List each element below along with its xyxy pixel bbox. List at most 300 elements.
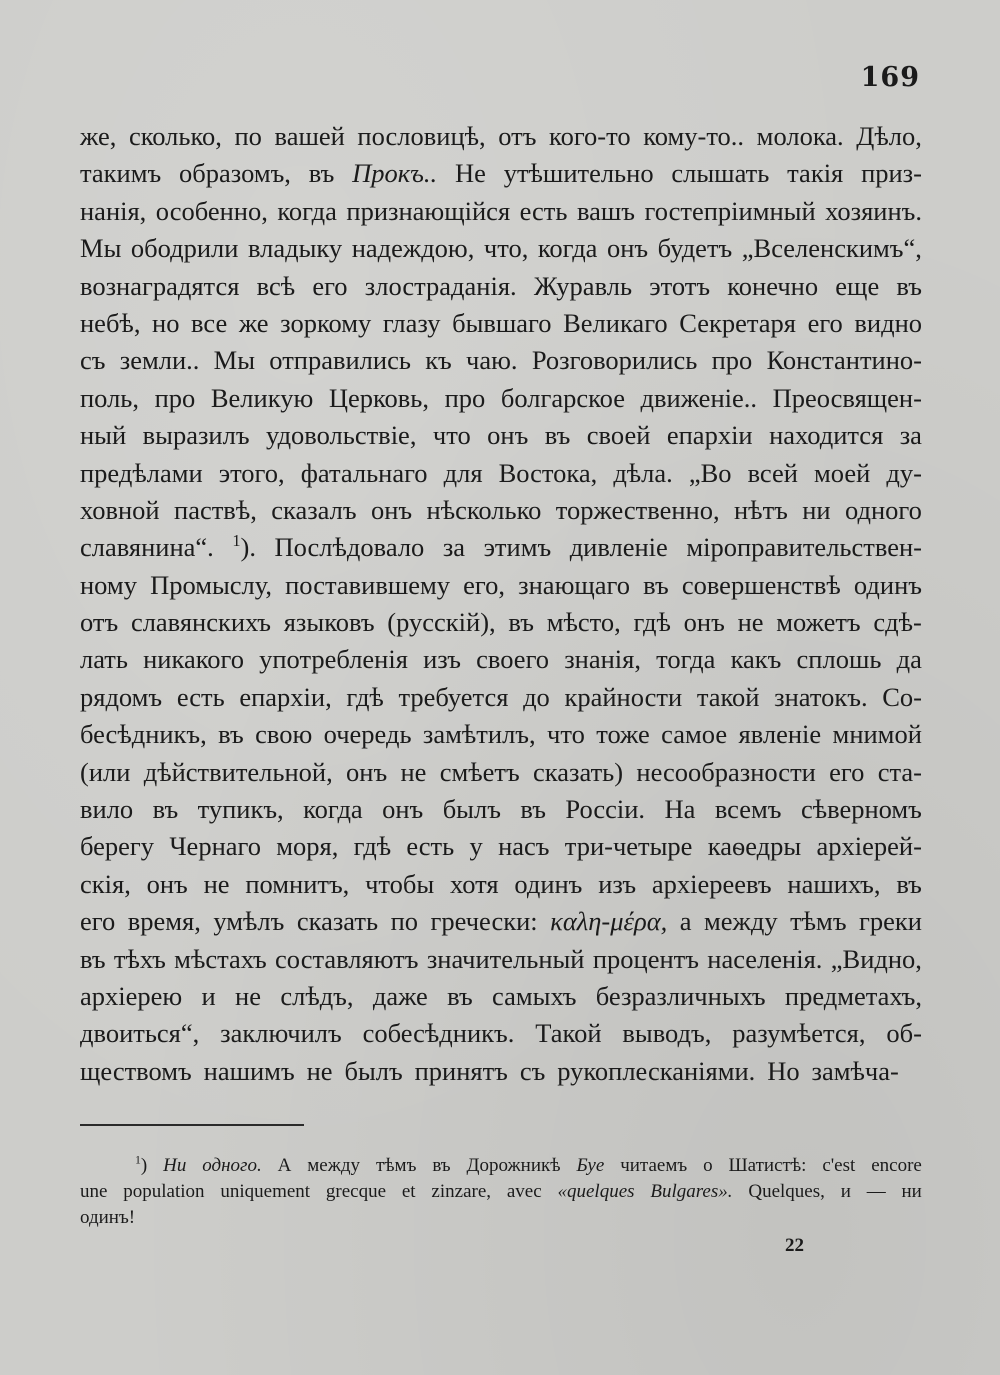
word: смѣетъ — [439, 756, 520, 787]
word: предѣлами — [80, 457, 203, 488]
word: можетъ — [776, 607, 861, 638]
word: $^1$). — [232, 531, 256, 563]
word: двоиться“, — [80, 1018, 200, 1049]
word: нашимъ — [203, 1055, 295, 1086]
word: же, — [80, 121, 117, 151]
footnote — [80, 1153, 922, 1231]
word: рукоплесканіями. — [557, 1055, 756, 1086]
word: выводъ, — [622, 1018, 712, 1049]
word: фатальнаго — [300, 457, 428, 488]
word: и — [840, 1181, 851, 1202]
word: не — [306, 1055, 333, 1086]
word: епархіи — [666, 420, 753, 451]
word: кому-то.. — [643, 121, 745, 151]
word: Quelques, — [748, 1181, 825, 1202]
word: но — [152, 307, 180, 338]
word: все — [191, 307, 228, 338]
word: et — [401, 1181, 416, 1202]
word: сдѣ- — [873, 607, 922, 638]
word: же — [238, 307, 269, 338]
word: не — [203, 868, 230, 899]
word: ховной — [80, 494, 160, 525]
word: онъ — [606, 233, 649, 264]
word: торжественно, — [555, 494, 720, 525]
word: даже — [372, 980, 428, 1011]
word: что — [547, 719, 585, 750]
word: земли.. — [119, 345, 200, 376]
word: сѣверномъ — [800, 794, 922, 825]
word: онъ — [346, 756, 388, 787]
word: grecque — [325, 1181, 387, 1202]
word: гдѣ — [346, 681, 384, 712]
word: что — [432, 420, 471, 451]
word: въ — [896, 270, 922, 301]
word: съ — [80, 345, 106, 376]
word: за — [899, 420, 922, 451]
body-text-line — [80, 193, 922, 230]
word: вознаградятся — [80, 270, 240, 301]
word: въ — [432, 1155, 451, 1176]
word: рядомъ — [80, 681, 163, 712]
word: насъ — [498, 831, 550, 862]
word: греки — [859, 906, 922, 937]
word: образомъ, — [179, 158, 291, 189]
footnote-divider — [80, 1124, 304, 1126]
word: этого, — [218, 457, 285, 488]
word: моря, — [276, 831, 339, 862]
word: Буе — [576, 1155, 605, 1176]
word: Востока, — [498, 457, 598, 488]
word: удовольствіе, — [265, 420, 417, 451]
word: своей — [586, 420, 651, 451]
word: видно — [854, 307, 922, 338]
word: каѳедры — [707, 831, 802, 862]
page-number: 169 — [860, 62, 920, 93]
word: «quelques — [557, 1181, 635, 1202]
word: будетъ — [657, 233, 733, 264]
word: Со- — [882, 681, 922, 712]
word: по — [390, 906, 418, 937]
word: владыку — [247, 233, 343, 264]
body-text-line — [80, 567, 922, 604]
word: какъ — [730, 644, 782, 675]
word: (русскій), — [387, 607, 496, 638]
word: чаю. — [466, 345, 518, 376]
word: читаемъ — [620, 1155, 688, 1176]
word: Мы — [80, 233, 122, 264]
word: молока. — [756, 121, 844, 151]
word: Не — [454, 158, 486, 189]
word: утѣшительно — [503, 158, 654, 189]
word: одинъ — [853, 569, 922, 600]
word: лать — [80, 644, 128, 675]
footnote-line — [80, 1179, 922, 1205]
word: кого-то — [549, 121, 631, 151]
word: отъ — [80, 607, 119, 638]
body-text-line — [80, 529, 922, 566]
word: надеждою, — [351, 233, 475, 264]
word: про — [444, 382, 486, 413]
word: изъ — [423, 644, 461, 675]
word: принятъ — [414, 1055, 508, 1086]
word: тупикъ, — [197, 794, 284, 825]
body-text-line — [80, 155, 922, 192]
word: болгарское — [500, 382, 625, 413]
word: такія — [787, 158, 844, 189]
word: нѣсколько — [426, 494, 542, 525]
body-text-line — [80, 230, 922, 267]
word: Такой — [535, 1018, 602, 1049]
printer-signature-mark: 22 — [785, 1235, 804, 1256]
word: въ — [508, 607, 534, 638]
word: ществомъ — [80, 1055, 192, 1086]
word: предметахъ, — [784, 980, 922, 1011]
body-text-line — [80, 417, 922, 454]
word: ни — [901, 1181, 922, 1202]
word: онъ — [382, 794, 424, 825]
word: замѣча- — [811, 1055, 899, 1086]
word: пословицѣ, — [357, 121, 486, 151]
word: глазу — [382, 307, 441, 338]
body-text-line — [80, 604, 922, 641]
word: онъ — [146, 868, 188, 899]
footnote-line — [80, 1205, 922, 1231]
word: Но — [767, 1055, 800, 1086]
word: ободрили — [130, 233, 239, 264]
word: хотя — [449, 868, 499, 899]
word: Мы — [213, 345, 256, 376]
word: поставившему — [285, 569, 451, 600]
word: къ — [425, 345, 452, 376]
word: дѣйствительной, — [143, 756, 333, 787]
word: population — [123, 1181, 205, 1202]
word: тогда — [656, 644, 716, 675]
word: въ — [544, 420, 571, 451]
body-text-line — [80, 978, 922, 1015]
word: бывшаго — [452, 307, 552, 338]
word: движеніе.. — [640, 382, 758, 413]
word: Промыслу, — [150, 569, 272, 600]
body-text-line — [80, 1015, 922, 1052]
word: Великую — [210, 382, 314, 413]
word: съ — [519, 1055, 546, 1086]
word: одинъ! — [80, 1207, 136, 1228]
word: въ — [80, 943, 106, 974]
word: об- — [886, 1018, 922, 1049]
word: не — [400, 756, 427, 787]
word: этимъ — [483, 532, 552, 563]
word: На — [664, 794, 696, 825]
word: свою — [255, 719, 313, 750]
word: Константино- — [766, 345, 922, 376]
word: архіерею — [80, 980, 183, 1011]
word: вашъ — [576, 195, 636, 226]
word: есть — [406, 831, 455, 862]
word: Преосвящен- — [772, 382, 922, 413]
word: Bulgares». — [650, 1181, 733, 1202]
word: въ — [643, 569, 669, 600]
body-text-line — [80, 716, 922, 753]
body-text-line — [80, 903, 922, 940]
word: гречески: — [430, 906, 538, 937]
word: encore — [871, 1155, 922, 1176]
word: совершенствѣ — [681, 569, 841, 600]
body-text-line — [80, 268, 922, 305]
word: знатокъ. — [774, 681, 868, 712]
word: Шатистѣ: — [728, 1155, 807, 1176]
word: одного — [845, 494, 922, 525]
word: его, — [463, 569, 506, 600]
word: не — [235, 980, 261, 1011]
word: въ — [218, 719, 244, 750]
word: нашихъ, — [787, 868, 881, 899]
word: мѣстахъ — [174, 943, 267, 974]
word: про — [154, 382, 196, 413]
word: Церковь, — [328, 382, 429, 413]
word: не — [737, 607, 764, 638]
word: тѣхъ — [113, 943, 166, 974]
word: славянскихъ — [130, 607, 271, 638]
word: всемъ — [714, 794, 782, 825]
word: тѣмъ — [790, 906, 847, 937]
word: сплошь — [796, 644, 882, 675]
body-text-line — [80, 1053, 922, 1090]
word: что, — [483, 233, 529, 264]
body-text-line — [80, 679, 922, 716]
word: нанія, — [80, 195, 147, 226]
body-text-line — [80, 828, 922, 865]
word: явленіе — [738, 719, 822, 750]
word: о — [703, 1155, 713, 1176]
word: „Вселенскимъ“, — [741, 233, 922, 264]
word: Журавль — [533, 270, 633, 301]
word: дивленіе — [569, 532, 668, 563]
word: собесѣдникъ. — [362, 1018, 515, 1049]
word: — — [866, 1181, 886, 1202]
word: былъ — [442, 794, 501, 825]
word: признающійся — [346, 195, 511, 226]
word: отправились — [269, 345, 411, 376]
word: гдѣ — [353, 831, 392, 862]
word: славянина“. — [80, 532, 214, 563]
word: такой — [696, 681, 760, 712]
word: скія, — [80, 868, 131, 899]
word: по — [234, 121, 262, 151]
word: особенно, — [155, 195, 268, 226]
word: Послѣдовало — [274, 532, 425, 563]
word: паствѣ, — [174, 494, 257, 525]
word: значительный — [426, 943, 585, 974]
word: uniquement — [220, 1181, 311, 1202]
word: несообразности — [636, 756, 816, 787]
word: Розговорились — [531, 345, 698, 376]
word: небѣ, — [80, 307, 141, 338]
word: нѣтъ — [734, 494, 788, 525]
word: знанія, — [564, 644, 641, 675]
word: мѣсто, — [546, 607, 621, 638]
word: une — [80, 1181, 108, 1202]
word: моей — [814, 457, 871, 488]
word: за — [442, 532, 466, 563]
word: $^1$) — [135, 1153, 148, 1176]
word: „Видно, — [830, 943, 922, 974]
word: его — [80, 906, 116, 937]
word: отъ — [498, 121, 537, 151]
word: да — [896, 644, 922, 675]
word: своего — [476, 644, 550, 675]
body-text-line — [80, 866, 922, 903]
word: (или — [80, 756, 131, 787]
word: всей — [747, 457, 798, 488]
word: ный — [80, 420, 127, 451]
word: καλη-μέρα, — [550, 906, 668, 937]
word: три-четыре — [564, 831, 693, 862]
word: Ни — [163, 1155, 187, 1176]
word: Дорожникѣ — [466, 1155, 561, 1176]
word: поль, — [80, 382, 140, 413]
word: для — [443, 457, 483, 488]
word: архіерей- — [816, 831, 922, 862]
word: разумѣется, — [732, 1018, 866, 1049]
word: очередь — [323, 719, 412, 750]
word: ному — [80, 569, 137, 600]
word: умѣлъ — [213, 906, 285, 937]
word: между — [704, 906, 778, 937]
word: тоже — [596, 719, 650, 750]
word: до — [523, 681, 550, 712]
word: слѣдъ, — [280, 980, 354, 1011]
body-text-line — [80, 305, 922, 342]
word: изъ — [598, 868, 637, 899]
word: архіереевъ — [651, 868, 772, 899]
word: въ — [896, 868, 922, 899]
body-text-line — [80, 342, 922, 379]
word: безразличныхъ — [595, 980, 766, 1011]
word: никакого — [143, 644, 244, 675]
word: ни — [802, 494, 831, 525]
word: знающаго — [518, 569, 630, 600]
word: помнитъ, — [245, 868, 350, 899]
footnote-line — [80, 1153, 922, 1179]
word: одного. — [202, 1155, 262, 1176]
body-text-line — [80, 118, 922, 155]
word: когда — [537, 233, 598, 264]
word: про — [711, 345, 753, 376]
word: есть — [519, 195, 568, 226]
word: замѣтилъ, — [422, 719, 536, 750]
word: слышать — [671, 158, 770, 189]
word: онъ — [683, 607, 725, 638]
word: мнимой — [832, 719, 922, 750]
word: заключилъ — [220, 1018, 342, 1049]
word: крайности — [564, 681, 683, 712]
word: „Во — [688, 457, 732, 488]
word: въ — [520, 794, 546, 825]
word: Россіи. — [565, 794, 646, 825]
word: дѣла. — [613, 457, 673, 488]
word: злостраданія. — [364, 270, 517, 301]
word: и — [201, 980, 216, 1011]
word: населенія. — [707, 943, 823, 974]
word: онъ — [487, 420, 529, 451]
word: когда — [303, 794, 363, 825]
word: у — [469, 831, 483, 862]
word: хозяинъ. — [825, 195, 922, 226]
word: c'est — [822, 1155, 856, 1176]
word: вашей — [274, 121, 345, 151]
word: зоркому — [280, 307, 372, 338]
word: сказалъ — [271, 494, 357, 525]
body-text-line — [80, 641, 922, 678]
word: употребленія — [259, 644, 408, 675]
word: сказать — [296, 906, 379, 937]
word: бесѣдникъ, — [80, 719, 207, 750]
word: Великаго — [563, 307, 668, 338]
word: конечно — [727, 270, 819, 301]
word: его — [807, 307, 843, 338]
word: zinzare, — [431, 1181, 492, 1202]
word: avec — [506, 1181, 542, 1202]
word: его — [312, 270, 348, 301]
word: а — [679, 906, 692, 937]
word: гдѣ — [633, 607, 671, 638]
word: его — [829, 756, 865, 787]
word: въ — [308, 158, 335, 189]
word: Чернаго — [169, 831, 261, 862]
word: одинъ — [514, 868, 583, 899]
word: чтобы — [365, 868, 435, 899]
word: всѣ — [256, 270, 296, 301]
word: требуется — [398, 681, 509, 712]
word: вило — [80, 794, 134, 825]
word: процентъ — [592, 943, 699, 974]
word: этотъ — [649, 270, 711, 301]
body-text-line — [80, 754, 922, 791]
word: приз- — [861, 158, 922, 189]
word: самыхъ — [492, 980, 577, 1011]
word: тѣмъ — [375, 1155, 417, 1176]
body-text-line — [80, 492, 922, 529]
word: міроправительствен- — [686, 532, 922, 563]
word: ду- — [886, 457, 922, 488]
word: есть — [176, 681, 225, 712]
word: такимъ — [80, 158, 162, 189]
word: онъ — [371, 494, 413, 525]
body-text-line — [80, 455, 922, 492]
word: самое — [661, 719, 728, 750]
word: берегу — [80, 831, 155, 862]
body-text-line — [80, 791, 922, 828]
word: еще — [835, 270, 880, 301]
word: въ — [152, 794, 179, 825]
word: А — [277, 1155, 292, 1176]
word: находится — [769, 420, 884, 451]
word: языковъ — [283, 607, 375, 638]
body-text-line — [80, 380, 922, 417]
word: гостепріимный — [644, 195, 816, 226]
word: между — [307, 1155, 361, 1176]
body-text-line — [80, 941, 922, 978]
word: епархіи, — [239, 681, 332, 712]
word: былъ — [344, 1055, 403, 1086]
word: въ — [447, 980, 473, 1011]
word: сколько, — [128, 121, 222, 151]
word: составляютъ — [275, 943, 419, 974]
word: ста- — [877, 756, 922, 787]
body-text — [80, 118, 922, 1090]
word: сказать) — [533, 756, 624, 787]
word: Дѣло, — [856, 121, 922, 151]
